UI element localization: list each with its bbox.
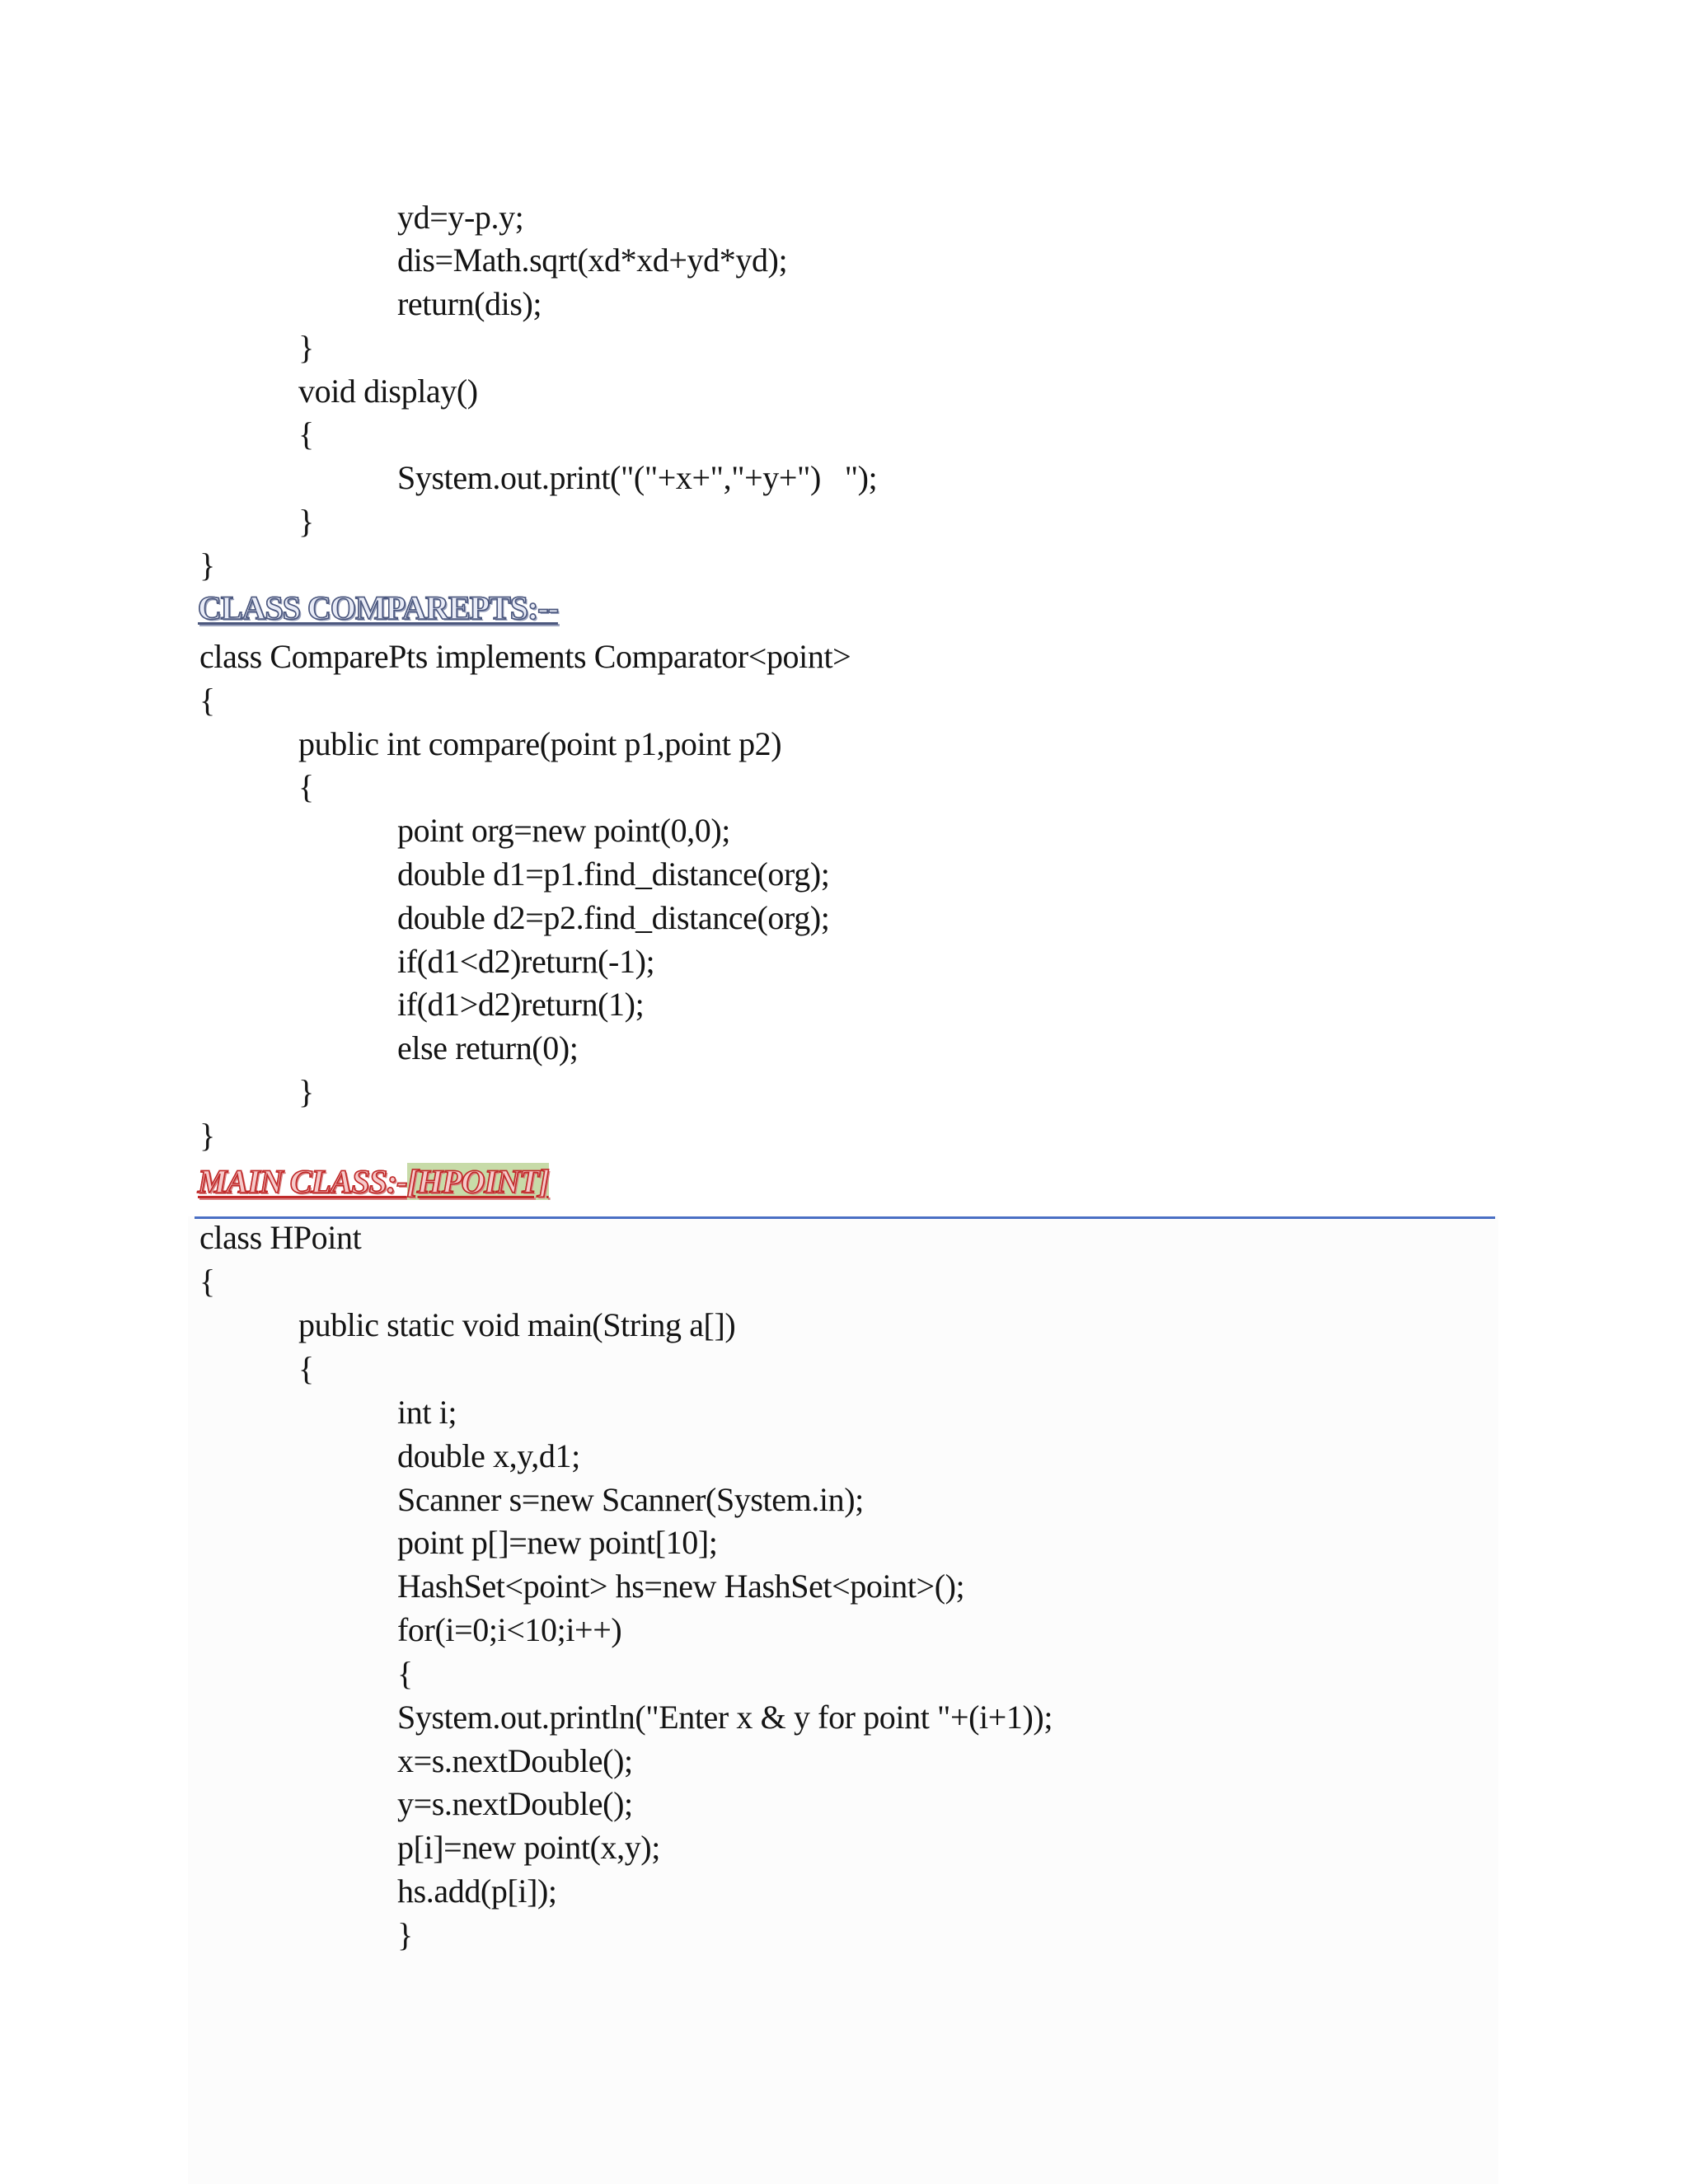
code-line: double d1=p1.find_distance(org); bbox=[397, 855, 830, 893]
code-line: p[i]=new point(x,y); bbox=[397, 1829, 660, 1866]
code-line: } bbox=[199, 546, 215, 583]
code-line: if(d1<d2)return(-1); bbox=[397, 943, 655, 980]
code-line: public static void main(String a[]) bbox=[298, 1306, 736, 1343]
code-line: if(d1>d2)return(1); bbox=[397, 986, 645, 1023]
code-line: x=s.nextDouble(); bbox=[397, 1742, 633, 1779]
code-line: { bbox=[298, 1350, 314, 1387]
code-line: System.out.print("("+x+","+y+") "); bbox=[397, 459, 878, 496]
code-line: } bbox=[298, 1073, 314, 1110]
code-line: class HPoint bbox=[199, 1219, 362, 1256]
code-line: else return(0); bbox=[397, 1029, 579, 1066]
code-line: { bbox=[199, 682, 215, 719]
heading-main-prefix: MAIN CLASS:- bbox=[198, 1163, 407, 1200]
code-line: { bbox=[199, 1263, 215, 1300]
code-line: { bbox=[298, 415, 314, 452]
code-line: { bbox=[298, 768, 314, 805]
code-line: dis=Math.sqrt(xd*xd+yd*yd); bbox=[397, 241, 788, 279]
horizontal-divider bbox=[195, 1216, 1495, 1219]
code-line: void display() bbox=[298, 373, 478, 410]
code-line: for(i=0;i<10;i++) bbox=[397, 1611, 622, 1648]
code-line: { bbox=[397, 1655, 413, 1692]
code-line: return(dis); bbox=[397, 285, 542, 322]
code-line: yd=y-p.y; bbox=[397, 199, 524, 236]
code-line: Scanner s=new Scanner(System.in); bbox=[397, 1481, 864, 1518]
code-line: } bbox=[298, 503, 314, 540]
code-line: } bbox=[199, 1117, 215, 1154]
section-heading-comparepts: CLASS COMPAREPTS:-- bbox=[198, 589, 558, 626]
code-line: point p[]=new point[10]; bbox=[397, 1524, 718, 1561]
code-line: public int compare(point p1,point p2) bbox=[298, 725, 782, 762]
code-line: double x,y,d1; bbox=[397, 1437, 580, 1474]
code-line: point org=new point(0,0); bbox=[397, 812, 731, 849]
section-heading-main-class bbox=[198, 1162, 549, 1202]
code-line: } bbox=[298, 329, 314, 366]
code-line: int i; bbox=[397, 1394, 457, 1431]
code-line: y=s.nextDouble(); bbox=[397, 1785, 633, 1822]
heading-main-highlight: [HPOINT] bbox=[406, 1163, 549, 1200]
code-line: HashSet<point> hs=new HashSet<point>(); bbox=[397, 1568, 965, 1605]
code-line: class ComparePts implements Comparator<point> bbox=[199, 638, 851, 675]
code-line: double d2=p2.find_distance(org); bbox=[397, 899, 830, 936]
code-line: System.out.println("Enter x & y for point "+(i+1)); bbox=[397, 1699, 1053, 1736]
code-line: hs.add(p[i]); bbox=[397, 1872, 557, 1910]
code-line: } bbox=[397, 1916, 413, 1953]
